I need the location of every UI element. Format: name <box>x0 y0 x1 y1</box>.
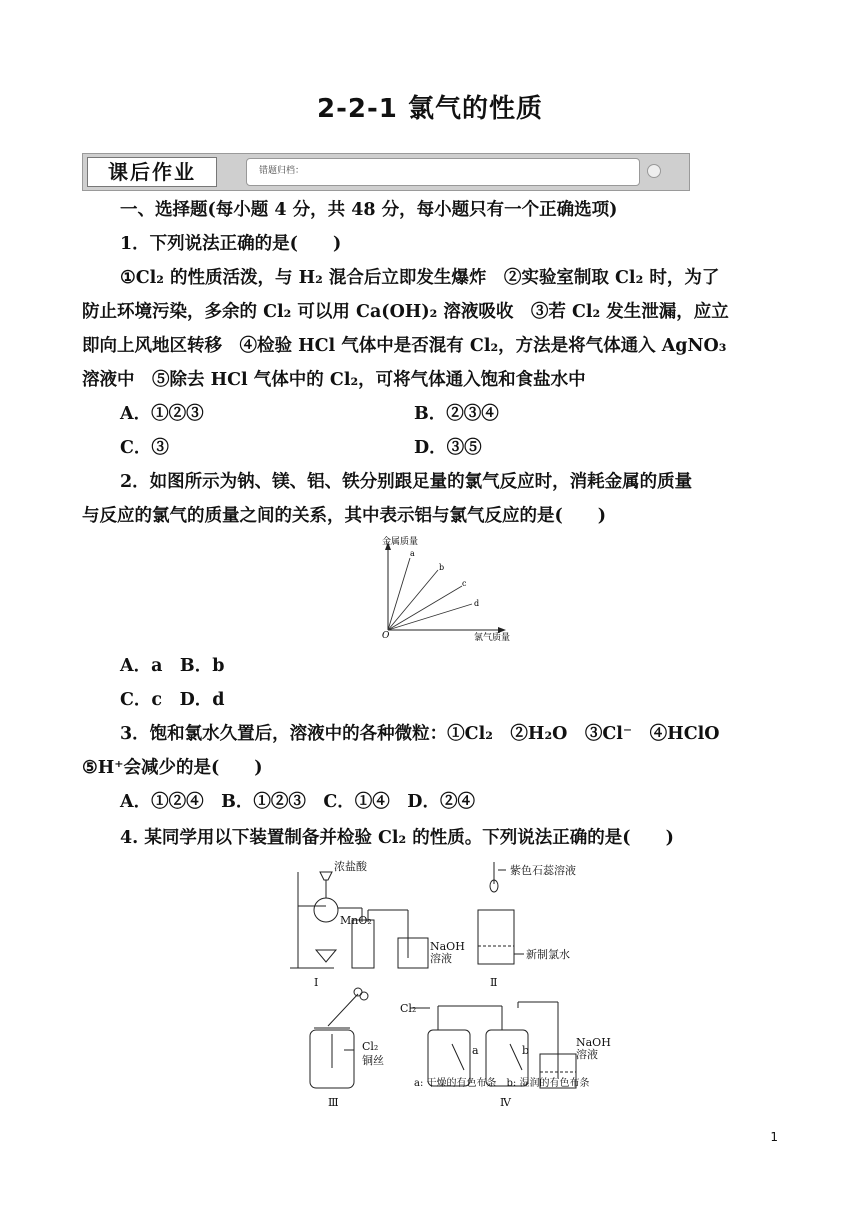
fig-label-mno2: MnO₂ <box>340 914 372 927</box>
page-title: 2-2-1 氯气的性质 <box>317 94 543 124</box>
homework-banner <box>82 153 690 191</box>
error-archive-field[interactable] <box>246 158 640 186</box>
fig-number-4: Ⅳ <box>500 1096 511 1109</box>
graph-label-b: b <box>439 563 445 572</box>
fig-label-solution-2: 溶液 <box>576 1048 598 1061</box>
section-heading: 一、选择题(每小题 4 分，共 48 分，每小题只有一个正确选项) <box>120 200 618 220</box>
graph-line-b <box>388 570 438 630</box>
q1-option-b: B．②③④ <box>414 404 499 424</box>
fig-label-naoh-2: NaOH <box>576 1036 611 1049</box>
fig-number-3: Ⅲ <box>328 1096 339 1109</box>
fig-number-2: Ⅱ <box>490 976 498 989</box>
graph-label-a: a <box>410 549 415 558</box>
q2-stem-line: 与反应的氯气的质量之间的关系，其中表示铝与氯气反应的是( ) <box>82 506 607 526</box>
page-number: 1 <box>770 1130 778 1144</box>
graph-origin: O <box>382 631 390 641</box>
fig-label-acid: 浓盐酸 <box>334 860 367 873</box>
q1-option-a: A．①②③ <box>120 404 204 424</box>
graph-line-d <box>388 604 472 630</box>
q4-stem: 4. 某同学用以下装置制备并检验 Cl₂ 的性质。下列说法正确的是( ) <box>120 828 674 848</box>
q1-option-c: C．③ <box>120 438 169 458</box>
graph-label-d: d <box>474 599 480 608</box>
banner-label: 课后作业 <box>87 157 217 187</box>
fig-label-solution: 溶液 <box>430 952 452 965</box>
q2-options-cd: C．c D．d <box>120 690 225 710</box>
q3-options: A．①②④ B．①②③ C．①④ D．②④ <box>120 792 475 812</box>
q2-graph <box>370 532 530 644</box>
q1-body-line: ①Cl₂ 的性质活泼，与 H₂ 混合后立即发生爆炸 ②实验室制取 Cl₂ 时，为了 <box>120 268 720 288</box>
fig-label-copper: 铜丝 <box>362 1054 384 1067</box>
q3-stem-cont: ⑤H⁺会减少的是( ) <box>82 758 263 778</box>
fig-label-a: a <box>472 1044 479 1057</box>
q3-stem: 3．饱和氯水久置后，溶液中的各种微粒：①Cl₂ ②H₂O ③Cl⁻ ④HClO <box>120 724 720 744</box>
q4-apparatus-figure <box>282 858 612 1110</box>
q1-body-line: 溶液中 ⑤除去 HCl 气体中的 Cl₂，可将气体通入饱和食盐水中 <box>82 370 586 390</box>
fig-legend: a: 干燥的有色布条 b: 湿润的有色布条 <box>414 1078 590 1089</box>
fig-label-naoh: NaOH <box>430 940 465 953</box>
q1-option-d: D．③⑤ <box>414 438 482 458</box>
graph-x-label: 氯气质量 <box>474 633 511 643</box>
graph-y-label: 金属质量 <box>382 537 419 547</box>
error-archive-hint: 错题归档： <box>259 166 305 176</box>
fig-label-cl2-inlet: Cl₂ <box>400 1002 417 1015</box>
fig-label-chlorine-water: 新制氯水 <box>526 948 570 961</box>
banner-end-icon <box>647 164 661 178</box>
fig-label-b: b <box>522 1044 530 1057</box>
fig-label-cl2: Cl₂ <box>362 1040 379 1053</box>
fig-number-1: Ⅰ <box>314 976 319 989</box>
q1-body-line: 即向上风地区转移 ④检验 HCl 气体中是否混有 Cl₂，方法是将气体通入 AgNO₃ <box>82 336 727 356</box>
q1-stem: 1．下列说法正确的是( ) <box>120 234 342 254</box>
q2-options-ab: A．a B．b <box>120 656 225 676</box>
q1-body-line: 防止环境污染，多余的 Cl₂ 可以用 Ca(OH)₂ 溶液吸收 ③若 Cl₂ 发生泄漏，应立 <box>82 302 729 322</box>
graph-label-c: c <box>462 579 467 588</box>
fig-label-litmus: 紫色石蕊溶液 <box>510 864 576 877</box>
q2-stem-line: 2．如图所示为钠、镁、铝、铁分别跟足量的氯气反应时，消耗金属的质量 <box>120 472 693 492</box>
